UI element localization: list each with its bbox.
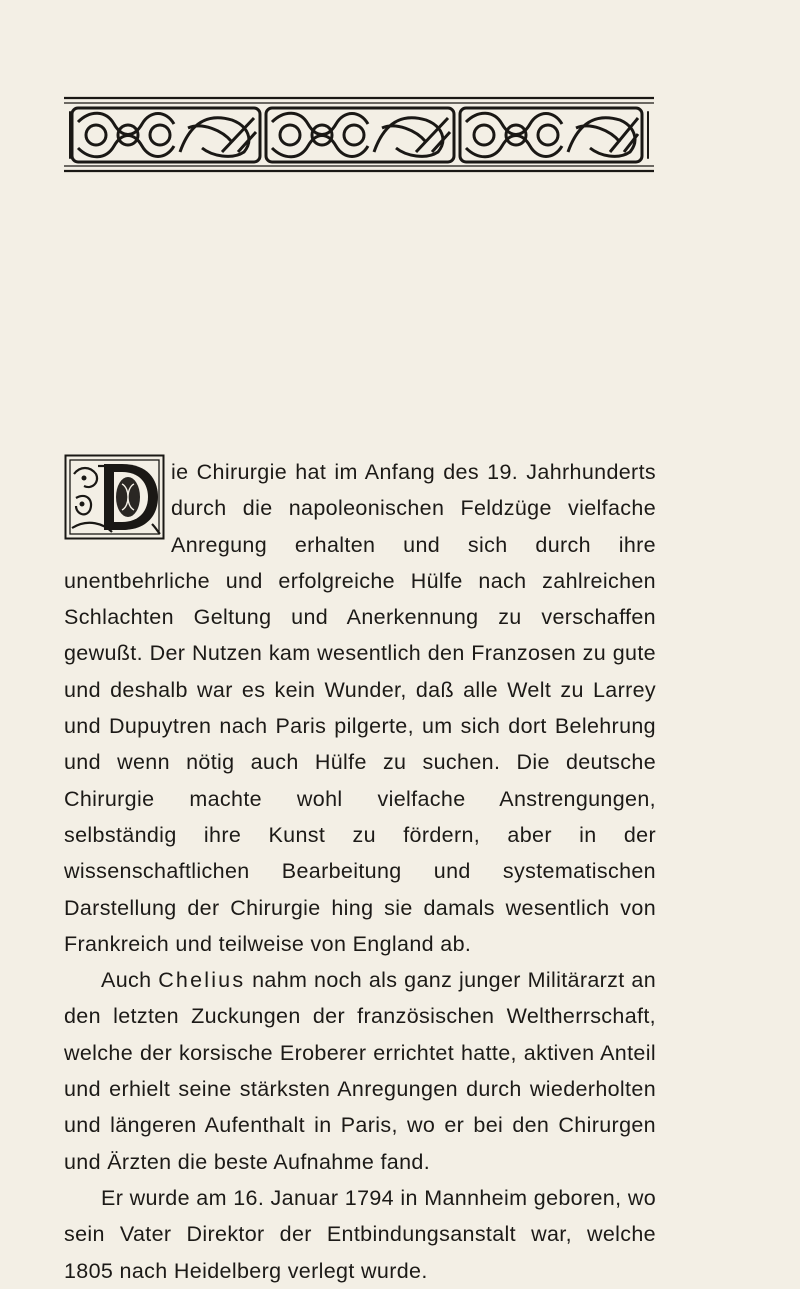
paragraph-1-text: ie Chirurgie hat im Anfang des 19. Jahrhunderts durch die napoleonischen Feldzüge vielfache Anregung erhalten und sich durch ihre unentbehrliche und erfolgreiche Hülfe nach zahlreichen Schlachten Geltung und Anerkennung zu verschaffen gewußt. Der Nutzen kam wesentlich den Franzosen zu gute und deshalb war es kein Wunder, daß alle Welt zu Larrey und Dupuytren nach Paris pilgerte, um sich dort Belehrung und wenn nötig auch Hülfe zu suchen. Die deutsche Chirurgie machte wohl vielfache Anstrengungen, selbständig ihre Kunst zu fördern, aber in der wissenschaftlichen Bearbeitung und systematischen Darstellung der Chirurgie hing sie damals wesentlich von Frankreich und teilweise von England ab. bbox=[64, 460, 656, 956]
paragraph-2-lead: Auch bbox=[101, 968, 152, 993]
decorated-initial-d-icon bbox=[64, 454, 165, 540]
paragraph-2-text: nahm noch als ganz junger Militärarzt an den letzten Zuckungen der französischen Weltherrschaft, welche der korsische Eroberer errichtet hatte, aktiven Anteil und erhielt seine stärksten Anregungen durch wiederholten und längeren Aufenthalt in Paris, wo er bei den Chirurgen und Ärzten die beste Aufnahme fand. bbox=[64, 968, 656, 1174]
paragraph-1 bbox=[64, 454, 656, 962]
paragraph-2 bbox=[64, 962, 656, 1180]
paragraph-3: Er wurde am 16. Januar 1794 in Mannheim geboren, wo sein Vater Direktor der Entbindungsanstalt war, welche 1805 nach Heidelberg verlegt wurde. bbox=[64, 1185, 656, 1283]
body-text bbox=[64, 454, 656, 1289]
person-name-chelius: Chelius bbox=[158, 968, 246, 993]
ornamental-header-band bbox=[64, 92, 654, 178]
